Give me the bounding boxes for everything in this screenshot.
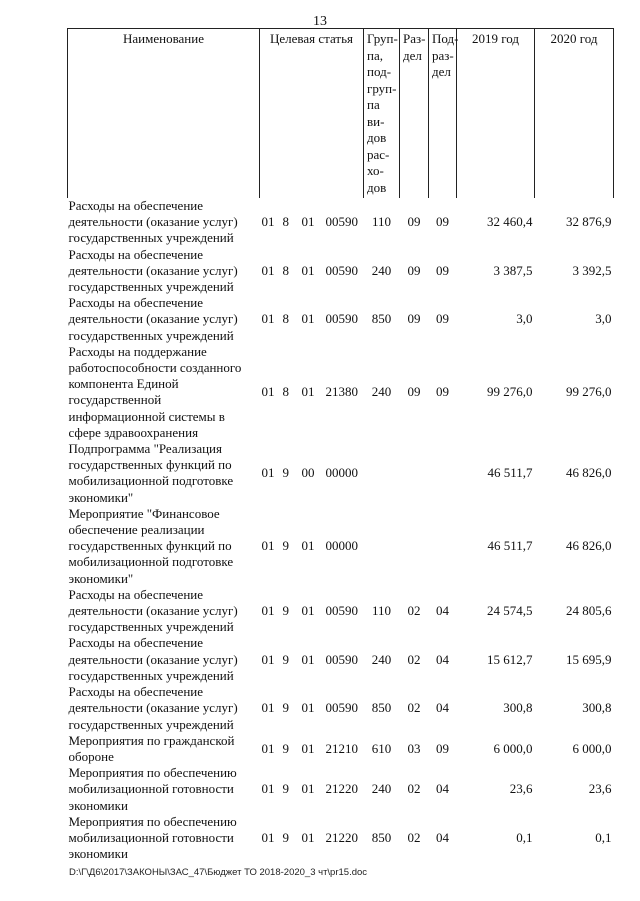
row-name-line: Расходы на поддержание bbox=[68, 343, 207, 359]
table-row bbox=[68, 247, 614, 296]
target-code-t3: 01 bbox=[301, 538, 315, 554]
row-name-line: работоспособности созданного bbox=[68, 360, 242, 376]
header-2019: 2019 год bbox=[457, 29, 535, 199]
row-name-line: деятельности (оказание услуг) bbox=[68, 700, 238, 716]
row-2019: 6 000,0 bbox=[493, 740, 533, 756]
row-name-line: сфере здравоохранения bbox=[68, 424, 199, 440]
table-row bbox=[68, 765, 614, 814]
row-target bbox=[260, 765, 364, 814]
row-name bbox=[68, 587, 260, 636]
row-name bbox=[68, 344, 260, 441]
row-section: 02 bbox=[407, 651, 421, 667]
row-target bbox=[260, 198, 364, 247]
row-name-line: экономики" bbox=[68, 489, 134, 505]
row-group: 610 bbox=[371, 740, 392, 756]
target-code-t2: 9 bbox=[282, 700, 289, 716]
row-section: 02 bbox=[407, 829, 421, 845]
table-row bbox=[68, 684, 614, 733]
row-2019: 300,8 bbox=[503, 700, 533, 716]
table-row bbox=[68, 814, 614, 863]
target-code-t3: 01 bbox=[301, 740, 315, 756]
row-target bbox=[260, 441, 364, 506]
target-code-t2: 9 bbox=[282, 781, 289, 797]
row-group: 850 bbox=[371, 700, 392, 716]
header-target: Целевая статья bbox=[260, 29, 364, 199]
target-code-t4: 21220 bbox=[325, 829, 358, 845]
header-line: рас- bbox=[367, 146, 390, 162]
row-name bbox=[68, 198, 260, 247]
row-group: 850 bbox=[371, 311, 392, 327]
row-name-line: Мероприятие "Финансовое bbox=[68, 505, 220, 521]
row-group: 110 bbox=[371, 603, 392, 619]
header-line: Под- bbox=[432, 31, 459, 46]
target-code-t4: 00590 bbox=[325, 603, 358, 619]
row-2019: 3 387,5 bbox=[493, 262, 533, 278]
row-2020: 6 000,0 bbox=[572, 740, 612, 756]
row-name-line: Расходы на обеспечение bbox=[68, 295, 204, 311]
row-group: 110 bbox=[371, 214, 392, 230]
row-name bbox=[68, 684, 260, 733]
row-section: 09 bbox=[407, 214, 421, 230]
row-2020: 3 392,5 bbox=[572, 262, 612, 278]
row-name-line: государственных учреждений bbox=[68, 619, 234, 635]
budget-table bbox=[67, 28, 614, 862]
row-group: 240 bbox=[371, 651, 392, 667]
target-code-t4: 21380 bbox=[325, 384, 358, 400]
row-subsection: 04 bbox=[436, 781, 449, 797]
row-name bbox=[68, 733, 260, 765]
target-code-t1: 01 bbox=[261, 651, 275, 667]
target-code-t4: 00000 bbox=[325, 465, 358, 481]
row-target bbox=[260, 295, 364, 344]
row-subsection bbox=[429, 506, 457, 587]
row-name-line: деятельности (оказание услуг) bbox=[68, 311, 238, 327]
target-code-t2: 9 bbox=[282, 740, 289, 756]
row-name-line: Расходы на обеспечение bbox=[68, 635, 204, 651]
row-2020: 0,1 bbox=[595, 829, 612, 845]
header-line: раз- bbox=[432, 47, 454, 63]
target-code-t2: 9 bbox=[282, 603, 289, 619]
row-2020: 99 276,0 bbox=[566, 384, 612, 400]
row-target bbox=[260, 635, 364, 684]
row-2019: 46 511,7 bbox=[487, 538, 533, 554]
row-name-line: государственных учреждений bbox=[68, 279, 234, 295]
row-section: 02 bbox=[407, 781, 421, 797]
row-subsection: 09 bbox=[436, 311, 449, 327]
row-2019: 15 612,7 bbox=[487, 651, 533, 667]
row-name-line: государственной bbox=[68, 392, 162, 408]
target-code-t2: 8 bbox=[282, 384, 289, 400]
header-name: Наименование bbox=[68, 29, 260, 199]
row-subsection: 04 bbox=[436, 603, 449, 619]
row-name-line: деятельности (оказание услуг) bbox=[68, 262, 238, 278]
table-row bbox=[68, 733, 614, 765]
row-name-line: государственных функций по bbox=[68, 538, 232, 554]
row-name-line: Мероприятия по гражданской bbox=[68, 732, 235, 748]
row-name bbox=[68, 441, 260, 506]
row-section: 02 bbox=[407, 700, 421, 716]
table-row bbox=[68, 198, 614, 247]
target-code-t3: 00 bbox=[301, 465, 315, 481]
row-section: 09 bbox=[407, 311, 421, 327]
target-code-t3: 01 bbox=[301, 781, 315, 797]
target-code-t1: 01 bbox=[261, 214, 275, 230]
row-name-line: Расходы на обеспечение bbox=[68, 246, 204, 262]
row-2019: 0,1 bbox=[516, 829, 533, 845]
row-name-line: Расходы на обеспечение bbox=[68, 586, 204, 602]
target-code-t2: 9 bbox=[282, 538, 289, 554]
row-group bbox=[364, 506, 400, 587]
target-code-t4: 00590 bbox=[325, 700, 358, 716]
target-code-t2: 9 bbox=[282, 465, 289, 481]
row-section: 03 bbox=[407, 740, 421, 756]
row-name bbox=[68, 765, 260, 814]
header-line: Раз- bbox=[403, 31, 426, 46]
row-subsection: 09 bbox=[436, 262, 449, 278]
row-name-line: деятельности (оказание услуг) bbox=[68, 603, 238, 619]
target-code-t3: 01 bbox=[301, 384, 315, 400]
row-subsection: 09 bbox=[436, 214, 449, 230]
row-group bbox=[364, 441, 400, 506]
target-code-t1: 01 bbox=[261, 538, 275, 554]
target-code-t3: 01 bbox=[301, 651, 315, 667]
target-code-t1: 01 bbox=[261, 740, 275, 756]
row-subsection: 04 bbox=[436, 700, 449, 716]
row-subsection: 04 bbox=[436, 829, 449, 845]
row-name-line: обороне bbox=[68, 748, 114, 764]
row-name-line: обеспечение реализации bbox=[68, 522, 205, 538]
row-2019: 32 460,4 bbox=[487, 214, 533, 230]
row-2019: 46 511,7 bbox=[487, 465, 533, 481]
target-code-t1: 01 bbox=[261, 603, 275, 619]
row-name bbox=[68, 814, 260, 863]
target-code-t3: 01 bbox=[301, 311, 315, 327]
table-row bbox=[68, 295, 614, 344]
header-line: дел bbox=[432, 64, 451, 79]
header-line: па ви- bbox=[367, 97, 385, 129]
target-code-t4: 00590 bbox=[325, 214, 358, 230]
row-target bbox=[260, 814, 364, 863]
row-target bbox=[260, 733, 364, 765]
row-group: 240 bbox=[371, 781, 392, 797]
target-code-t4: 00590 bbox=[325, 651, 358, 667]
row-name-line: Мероприятия по обеспечению bbox=[68, 813, 237, 829]
row-2019: 24 574,5 bbox=[487, 603, 533, 619]
target-code-t3: 01 bbox=[301, 603, 315, 619]
row-name-line: мобилизационной подготовке bbox=[68, 554, 234, 570]
target-code-t4: 00000 bbox=[325, 538, 358, 554]
row-name-line: государственных функций по bbox=[68, 457, 232, 473]
row-name-line: Подпрограмма "Реализация bbox=[68, 441, 222, 457]
header-line: под- bbox=[367, 64, 392, 79]
row-name-line: государственных учреждений bbox=[68, 667, 234, 683]
header-line: дов bbox=[367, 179, 387, 195]
row-2020: 24 805,6 bbox=[566, 603, 612, 619]
row-section: 02 bbox=[407, 603, 421, 619]
row-name bbox=[68, 295, 260, 344]
header-line: дов bbox=[367, 130, 387, 145]
header-group bbox=[364, 29, 400, 199]
target-code-t3: 01 bbox=[301, 214, 315, 230]
row-name-line: информационной системы в bbox=[68, 408, 225, 424]
file-path-footer: D:\Г\Д6\2017\ЗАКОНЫ\ЗАС_47\Бюджет ТО 2018-2020_3 чт\pr15.doc bbox=[69, 867, 368, 878]
target-code-t2: 8 bbox=[282, 214, 289, 230]
target-code-t2: 9 bbox=[282, 829, 289, 845]
table-row bbox=[68, 344, 614, 441]
target-code-t1: 01 bbox=[261, 311, 275, 327]
header-line: дел bbox=[403, 47, 422, 63]
table-row bbox=[68, 587, 614, 636]
header-section bbox=[400, 29, 429, 199]
row-section: 09 bbox=[407, 384, 421, 400]
row-name-line: Мероприятия по обеспечению bbox=[68, 765, 237, 781]
row-name bbox=[68, 506, 260, 587]
header-line: па, bbox=[367, 47, 383, 63]
row-target bbox=[260, 344, 364, 441]
row-name-line: государственных учреждений bbox=[68, 230, 234, 246]
table-row bbox=[68, 441, 614, 506]
row-name-line: мобилизационной готовности bbox=[68, 829, 234, 845]
target-code-t4: 00590 bbox=[325, 311, 358, 327]
target-code-t3: 01 bbox=[301, 700, 315, 716]
target-code-t1: 01 bbox=[261, 262, 275, 278]
header-2020: 2020 год bbox=[535, 29, 614, 199]
row-group: 240 bbox=[371, 384, 392, 400]
row-name-line: Расходы на обеспечение bbox=[68, 198, 204, 213]
row-subsection: 04 bbox=[436, 651, 449, 667]
target-code-t2: 9 bbox=[282, 651, 289, 667]
row-name bbox=[68, 247, 260, 296]
row-2020: 46 826,0 bbox=[566, 538, 612, 554]
target-code-t4: 21220 bbox=[325, 781, 358, 797]
row-subsection bbox=[429, 441, 457, 506]
row-name-line: экономики bbox=[68, 797, 128, 813]
row-section bbox=[400, 506, 429, 587]
header-line: хо- bbox=[367, 163, 384, 178]
row-2020: 32 876,9 bbox=[566, 214, 612, 230]
target-code-t1: 01 bbox=[261, 384, 275, 400]
row-name-line: Расходы на обеспечение bbox=[68, 684, 204, 700]
row-group: 240 bbox=[371, 262, 392, 278]
row-section: 09 bbox=[407, 262, 421, 278]
row-group: 850 bbox=[371, 829, 392, 845]
target-code-t4: 21210 bbox=[325, 740, 358, 756]
row-subsection: 09 bbox=[436, 740, 449, 756]
row-target bbox=[260, 247, 364, 296]
target-code-t2: 8 bbox=[282, 262, 289, 278]
target-code-t1: 01 bbox=[261, 781, 275, 797]
page-number: 13 bbox=[313, 14, 327, 29]
row-2020: 3,0 bbox=[595, 311, 612, 327]
row-section bbox=[400, 441, 429, 506]
row-target bbox=[260, 684, 364, 733]
row-2020: 300,8 bbox=[582, 700, 612, 716]
row-name-line: экономики" bbox=[68, 570, 134, 586]
table-header-row bbox=[68, 29, 614, 199]
header-subsection bbox=[429, 29, 457, 199]
header-line: груп- bbox=[367, 80, 397, 96]
row-2019: 23,6 bbox=[509, 781, 533, 797]
target-code-t4: 00590 bbox=[325, 262, 358, 278]
target-code-t1: 01 bbox=[261, 700, 275, 716]
row-name-line: компонента Единой bbox=[68, 376, 179, 392]
row-name-line: экономики bbox=[68, 846, 128, 862]
row-name-line: мобилизационной готовности bbox=[68, 781, 234, 797]
row-2020: 23,6 bbox=[588, 781, 612, 797]
target-code-t1: 01 bbox=[261, 465, 275, 481]
row-subsection: 09 bbox=[436, 384, 449, 400]
row-name-line: государственных учреждений bbox=[68, 327, 234, 343]
row-2019: 99 276,0 bbox=[487, 384, 533, 400]
row-name-line: мобилизационной подготовке bbox=[68, 473, 234, 489]
row-2020: 15 695,9 bbox=[566, 651, 612, 667]
row-name-line: деятельности (оказание услуг) bbox=[68, 651, 238, 667]
target-code-t1: 01 bbox=[261, 829, 275, 845]
header-line: Груп- bbox=[367, 31, 398, 46]
row-target bbox=[260, 506, 364, 587]
table-row bbox=[68, 635, 614, 684]
row-name-line: государственных учреждений bbox=[68, 716, 234, 732]
row-target bbox=[260, 587, 364, 636]
row-2020: 46 826,0 bbox=[566, 465, 612, 481]
target-code-t3: 01 bbox=[301, 262, 315, 278]
target-code-t3: 01 bbox=[301, 829, 315, 845]
row-2019: 3,0 bbox=[516, 311, 533, 327]
table-row bbox=[68, 506, 614, 587]
row-name-line: деятельности (оказание услуг) bbox=[68, 214, 238, 230]
row-name bbox=[68, 635, 260, 684]
target-code-t2: 8 bbox=[282, 311, 289, 327]
